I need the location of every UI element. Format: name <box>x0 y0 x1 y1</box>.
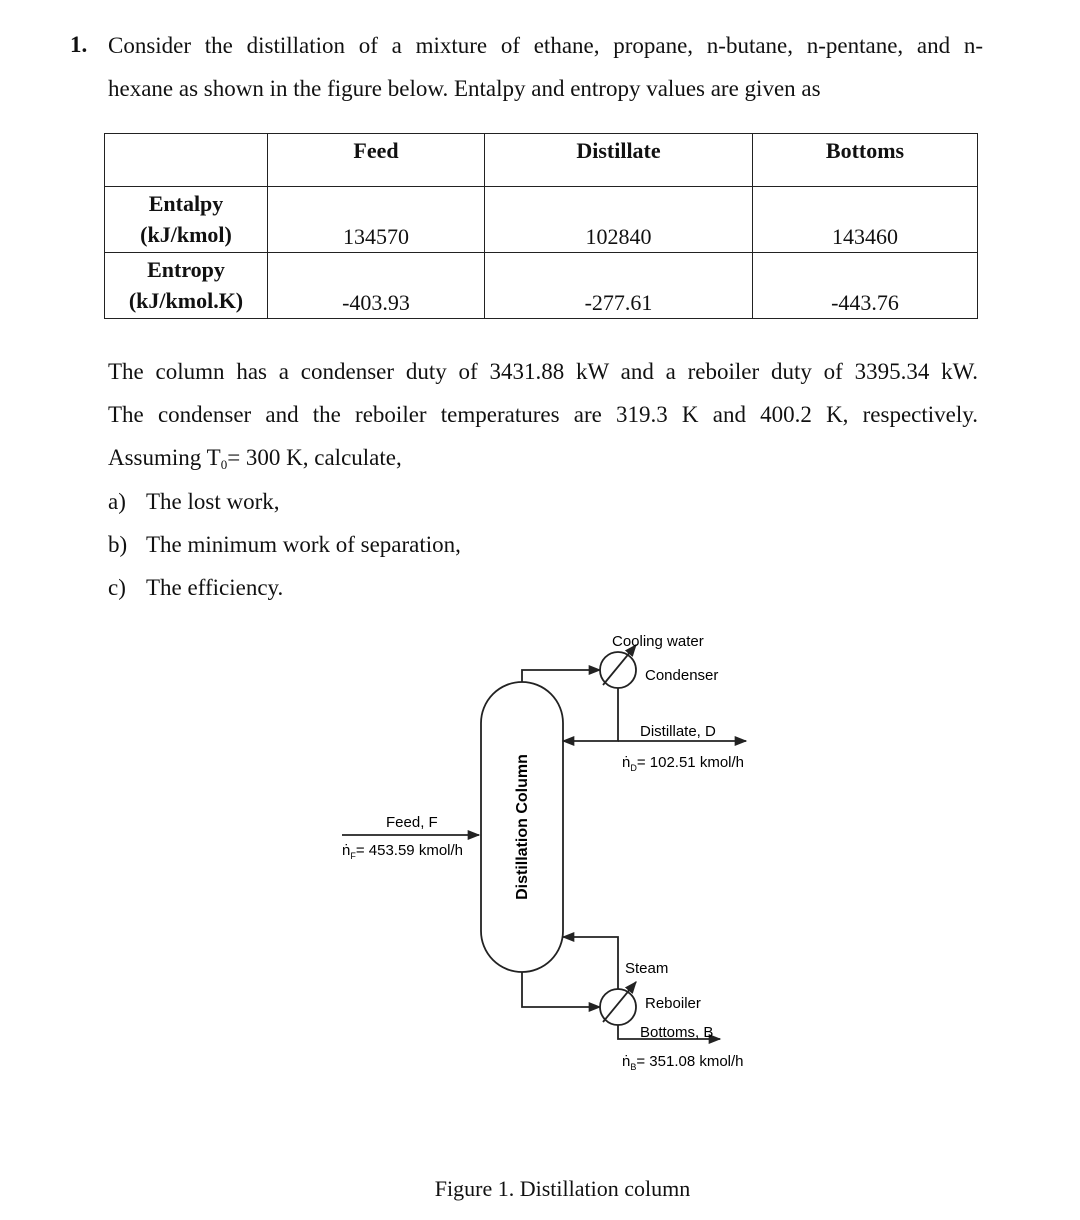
bottoms-flow-value: = 351.08 kmol/h <box>636 1053 744 1070</box>
flow-symbol: ṅ <box>622 1053 631 1070</box>
row-label-line1: Entropy <box>147 257 225 282</box>
reboiler-label: Reboiler <box>645 995 701 1012</box>
figure-caption: Figure 1. Distillation column <box>434 1176 691 1201</box>
statement-line-3 <box>108 445 402 470</box>
row-label <box>105 187 268 253</box>
row-label <box>105 253 268 319</box>
statement-line-2: The condenser and the reboiler temperatures are 319.3 K and 400.2 K, respectively. <box>108 402 978 427</box>
distillate-label: Distillate, D <box>640 723 716 740</box>
item-label: a) <box>108 489 126 514</box>
assuming-value: = 300 K, calculate, <box>227 445 402 470</box>
flow-symbol: ṅ <box>622 754 631 771</box>
item-label: c) <box>108 575 126 600</box>
vapor-return-line <box>563 937 618 989</box>
properties-table <box>104 133 978 319</box>
table-cell: 143460 <box>753 187 978 253</box>
column-label: Distillation Column <box>514 754 531 900</box>
table-header-row <box>105 134 978 187</box>
table-header-cell: Bottoms <box>753 134 978 187</box>
bottoms-label: Bottoms, B <box>640 1024 714 1041</box>
distillation-diagram <box>300 615 820 1085</box>
table-row <box>105 187 978 253</box>
feed-flow-value: = 453.59 kmol/h <box>355 842 463 859</box>
vapor-line <box>522 670 600 682</box>
problem-statement <box>108 350 978 486</box>
bottoms-flow <box>622 1053 744 1072</box>
distillate-flow <box>622 754 744 773</box>
feed-label: Feed, F <box>386 814 438 831</box>
row-label-line1: Entalpy <box>148 191 224 216</box>
cooling-water-label: Cooling water <box>612 633 704 650</box>
table-cell: 134570 <box>268 187 485 253</box>
table-cell: -443.76 <box>753 253 978 319</box>
feed-flow <box>342 842 463 861</box>
question-intro <box>108 24 983 110</box>
statement-line-1: The column has a condenser duty of 3431.88 kW and a reboiler duty of 3395.34 kW. <box>108 359 978 384</box>
steam-label: Steam <box>625 960 669 977</box>
flow-subscript: D <box>630 763 637 773</box>
intro-line-1: Consider the distillation of a mixture of ethane, propane, n-butane, n-pentane, and n- <box>108 33 983 58</box>
list-item <box>108 523 461 566</box>
reflux-line <box>563 688 618 741</box>
table-row <box>105 253 978 319</box>
item-text: The efficiency. <box>146 575 284 600</box>
item-text: The lost work, <box>146 489 280 514</box>
row-label-line2: (kJ/kmol.K) <box>128 288 244 313</box>
table-cell: -403.93 <box>268 253 485 319</box>
flow-symbol: ṅ <box>342 842 351 859</box>
intro-line-2: hexane as shown in the figure below. Entalpy and entropy values are given as <box>108 76 821 101</box>
table-header-cell <box>105 134 268 187</box>
item-text: The minimum work of separation, <box>146 532 461 557</box>
flow-subscript: F <box>350 851 356 861</box>
condenser-label: Condenser <box>645 667 719 684</box>
distillation-figure <box>300 615 820 1090</box>
t0-subscript: 0 <box>220 457 228 472</box>
list-item <box>108 480 461 523</box>
bottoms-line <box>522 972 600 1007</box>
distillate-flow-value: = 102.51 kmol/h <box>636 754 744 771</box>
task-list <box>108 480 461 609</box>
flow-subscript: B <box>630 1062 637 1072</box>
table-cell: -277.61 <box>485 253 753 319</box>
list-item <box>108 566 461 609</box>
row-label-line2: (kJ/kmol) <box>140 222 232 247</box>
item-label: b) <box>108 532 128 557</box>
table-header-cell: Distillate <box>485 134 753 187</box>
question-number: 1. <box>70 32 88 57</box>
assuming-text: Assuming T <box>108 445 221 470</box>
table-cell: 102840 <box>485 187 753 253</box>
table-header-cell: Feed <box>268 134 485 187</box>
